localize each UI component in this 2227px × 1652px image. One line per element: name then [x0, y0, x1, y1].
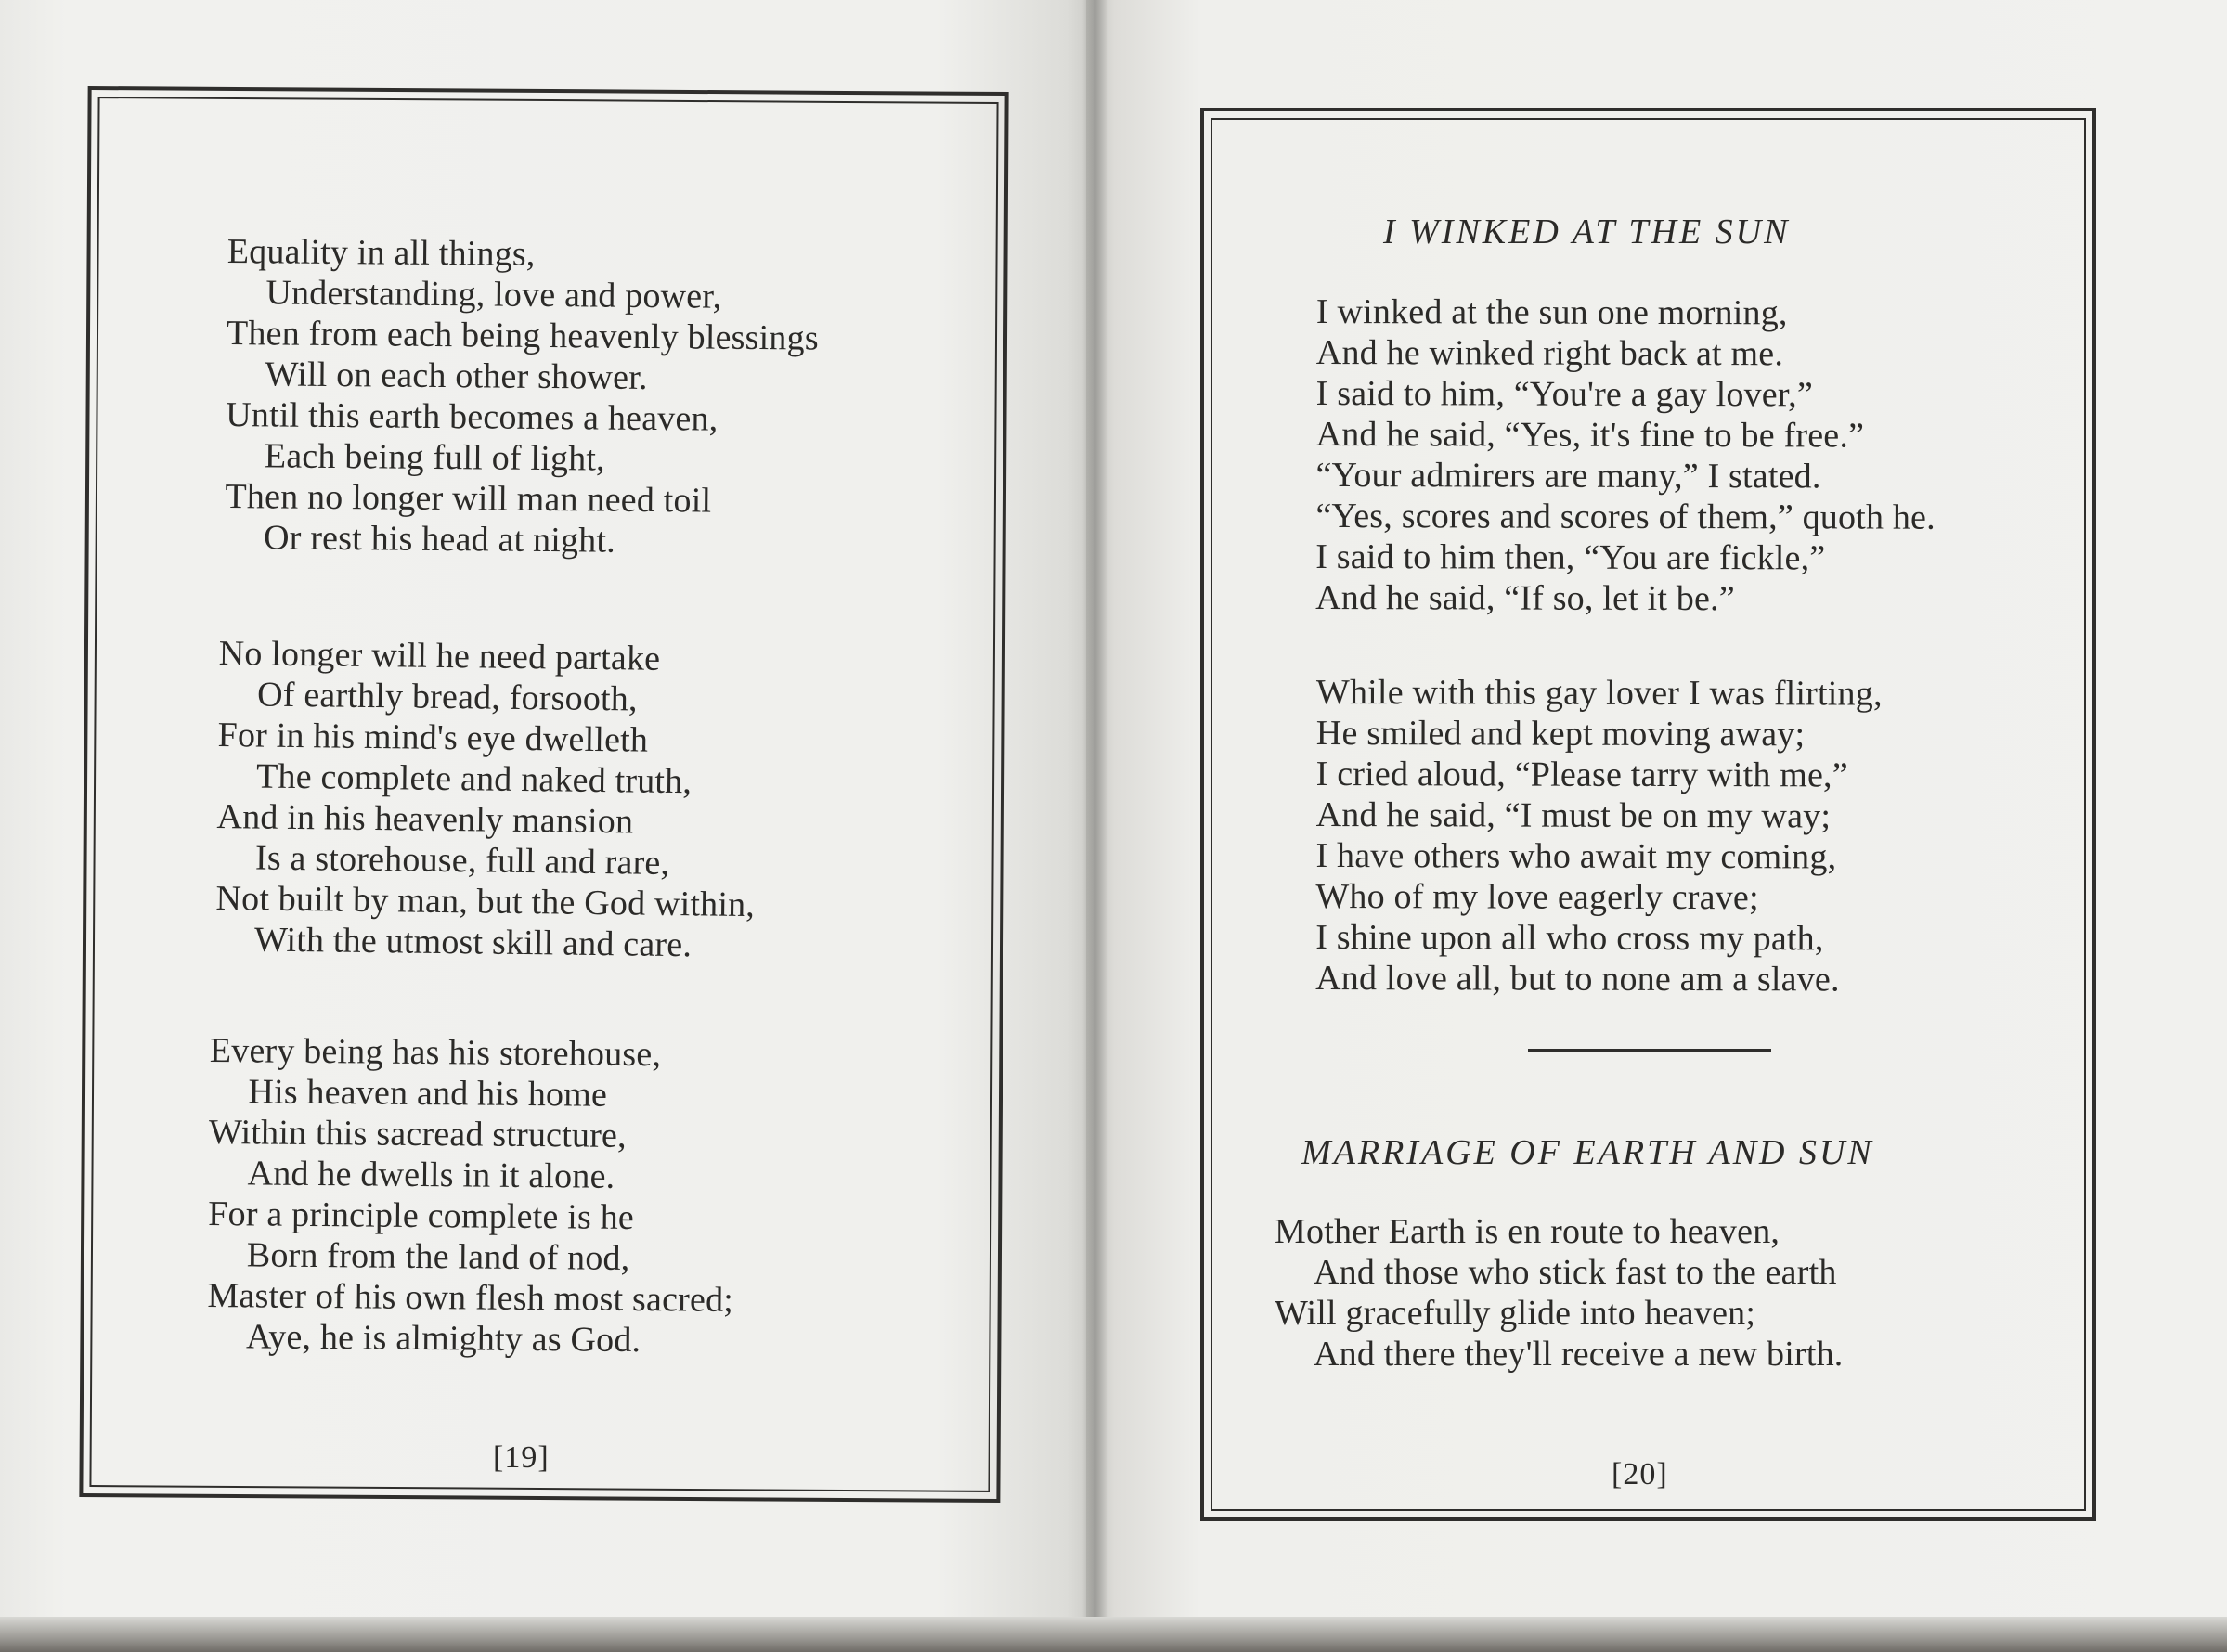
poem-line: I said to him then, “You are fickle,” — [1315, 536, 1826, 578]
poem-line: Until this earth becomes a heaven, — [226, 394, 719, 439]
poem-line: Born from the land of nod, — [246, 1235, 630, 1278]
poem-line: Not built by man, but the God within, — [215, 878, 756, 925]
poem-line: I have others who await my coming, — [1315, 835, 1837, 877]
poem-line: Equality in all things, — [227, 231, 536, 274]
poem-line: And those who stick fast to the earth — [1314, 1253, 1837, 1292]
poem-line: Will gracefully glide into heaven; — [1275, 1294, 1756, 1333]
poem-title-winked-at-the-sun: I WINKED AT THE SUN — [1383, 213, 1791, 252]
poem-line: Each being full of light, — [264, 436, 606, 479]
poem-line: Or rest his head at night. — [263, 518, 616, 561]
right-poem1-stanza-1 — [1315, 291, 1936, 620]
poem-line: For in his mind's eye dwelleth — [217, 715, 649, 760]
left-stanza-3 — [207, 1030, 736, 1362]
poem-title-marriage-of-earth-and-sun: MARRIAGE OF EARTH AND SUN — [1301, 1133, 1874, 1172]
poem-line: Understanding, love and power, — [265, 273, 722, 316]
poem-line: Who of my love eagerly crave; — [1315, 876, 1759, 918]
poem-line: Will on each other shower. — [265, 355, 648, 397]
poem-line: He smiled and kept moving away; — [1315, 713, 1806, 755]
poem-line: For a principle complete is he — [208, 1194, 635, 1237]
poem-line: Aye, he is almighty as God. — [245, 1317, 641, 1361]
poem-line: Then no longer will man need toil — [225, 476, 712, 521]
poem-line: And in his heavenly mansion — [216, 796, 634, 842]
poem-line: And he dwells in it alone. — [247, 1154, 615, 1196]
book-spine — [1082, 0, 1108, 1643]
poem-line: Is a storehouse, full and rare, — [254, 838, 670, 883]
left-stanza-1 — [225, 231, 820, 563]
poem-line: And he said, “If so, let it be.” — [1315, 577, 1735, 619]
poem-line: I winked at the sun one morning, — [1315, 292, 1788, 333]
poem-line: With the utmost skill and care. — [253, 920, 693, 965]
poem-line: Every being has his storehouse, — [209, 1031, 662, 1075]
poem-line: And he said, “I must be on my way; — [1315, 794, 1832, 836]
poem-line: And love all, but to none am a slave. — [1315, 958, 1840, 1000]
poem-line: Of earthly bread, forsooth, — [256, 675, 638, 719]
poem-line: And he winked right back at me. — [1315, 332, 1784, 374]
poem-line: The complete and naked truth, — [255, 756, 693, 802]
right-poem1-stanza-2 — [1315, 672, 1883, 1000]
poem-line: Then from each being heavenly blessings — [226, 313, 819, 358]
poem-line: Master of his own flesh most sacred; — [207, 1275, 734, 1320]
poem-line: And he said, “Yes, it's fine to be free.” — [1315, 414, 1865, 456]
right-poem2-stanza-1 — [1275, 1211, 1844, 1375]
poem-line: And there they'll receive a new birth. — [1314, 1335, 1844, 1374]
poem-line: “Your admirers are many,” I stated. — [1315, 455, 1821, 497]
right-page-number: [20] — [1612, 1457, 1668, 1491]
section-divider-rule — [1528, 1049, 1771, 1052]
poem-line: I said to him, “You're a gay lover,” — [1315, 373, 1814, 415]
poem-line: No longer will he need partake — [218, 633, 661, 678]
poem-line: I shine upon all who cross my path, — [1315, 917, 1824, 959]
poem-line: Mother Earth is en route to heaven, — [1275, 1212, 1780, 1251]
poem-line: Within this sacread structure, — [208, 1112, 627, 1155]
poem-line: While with this gay lover I was flirting, — [1315, 673, 1883, 714]
left-page-number: [19] — [493, 1440, 550, 1475]
poem-line: “Yes, scores and scores of them,” quoth he. — [1315, 496, 1936, 537]
poem-line: I cried aloud, “Please tarry with me,” — [1315, 754, 1848, 795]
left-stanza-2 — [215, 633, 758, 966]
book-bottom-edge — [0, 1617, 2227, 1652]
poem-line: His heaven and his home — [248, 1072, 608, 1115]
